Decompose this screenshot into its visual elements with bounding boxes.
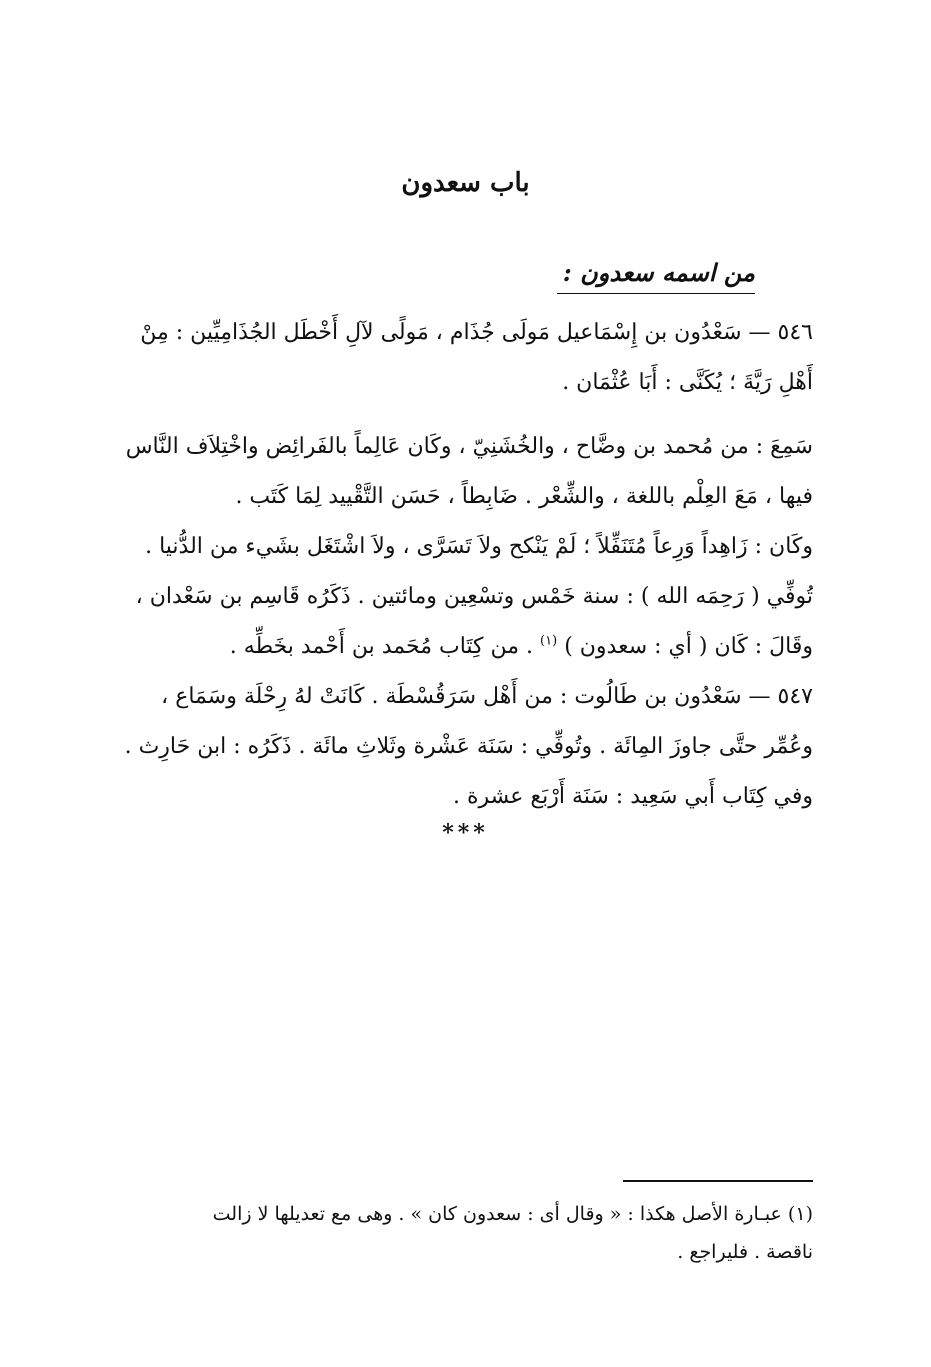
- entry-547-line-2: وعُمِّر حتَّى جاوزَ المِائَة . وتُوفِّي : سَنَة عَشْرة وثَلاثِ مائَة . ذَكَرُه : ابن حَارِث .: [124, 734, 813, 759]
- chapter-title: باب سعدون: [401, 168, 530, 198]
- entry-546-line-5: وكَان : زَاهِداً وَرِعاً مُتَنَفِّلاً ؛ لَمْ يَنْكح ولاَ تَسَرَّى ، ولاَ اشْتَغَل بشَيء من الدُّنيا .: [145, 534, 813, 559]
- entry-546-line-1: ٥٤٦ — سَعْدُون بن إِسْمَاعيل مَولَى جُذَام ، مَولًى لآلِ أَخْطَل الجُذَامِيِّين : مِنْ: [140, 320, 813, 345]
- section-heading: من اسمه سعدون :: [557, 258, 755, 294]
- footnote-divider: [623, 1180, 813, 1182]
- footnote: [113, 1195, 813, 1271]
- entry-546-line-2: أَهْلِ رَيَّةَ ؛ يُكَنَّى : أَبَا عُثْمَان .: [562, 370, 813, 395]
- section-separator: ***: [442, 820, 489, 846]
- entry-546-line-7-part-b: . من كِتَاب مُحَمد بن أَحْمد بخَطِّه .: [229, 634, 534, 659]
- entry-546-line-7: [113, 622, 813, 672]
- body-text: [113, 308, 813, 822]
- entry-547-line-3: وفي كِتَاب أَبي سَعِيد : سَنَة أَرْبَع عشرة .: [452, 784, 813, 809]
- entry-546-line-7-part-a: وقَالَ : كَان ( أي : سعدون ): [564, 634, 813, 659]
- footnote-line-1: (١) عبـارة الأصل هكذا : « وقال أى : سعدون كان » . وهى مع تعديلها لا زالت: [212, 1203, 813, 1225]
- entry-546-line-4: فيها ، مَعَ العِلْم باللغة ، والشِّعْر . ضَابِطاً ، حَسَن التَّقْييد لِمَا كَتَب .: [235, 484, 813, 509]
- entry-546-line-6: تُوفِّي ( رَحِمَه الله ) : سنة خَمْس وتسْعِين ومائتين . ذَكَرُه قَاسِم بن سَعْدان ،: [135, 584, 813, 609]
- entry-546-line-3: سَمِعَ : من مُحمد بن وضَّاح ، والخُشَنِيّ ، وكَان عَالِماً بالفَرائِض واخْتِلاَف النَّاس: [125, 434, 813, 459]
- footnote-line-2: ناقصة . فليراجع .: [677, 1241, 813, 1263]
- footnote-marker: (١): [540, 633, 558, 649]
- entry-547-line-1: ٥٤٧ — سَعْدُون بن طَالُوت : من أَهْل سَرَقُسْطَة . كَانَتْ لهُ رِحْلَة وسَمَاع ،: [161, 684, 813, 709]
